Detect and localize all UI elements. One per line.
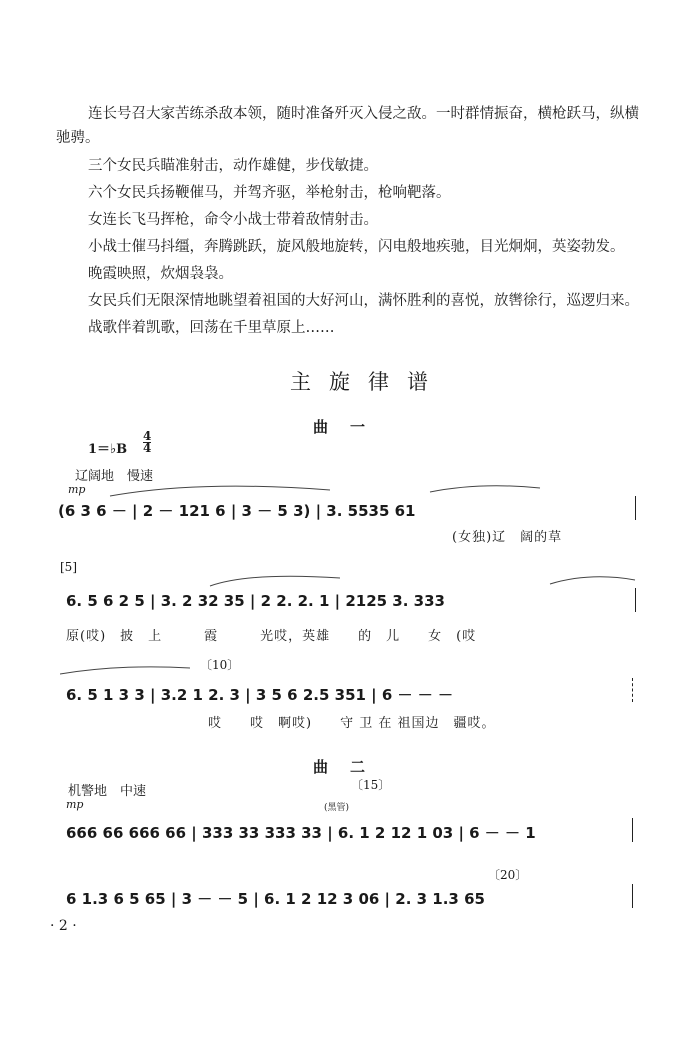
measure-marker: 〔20〕 bbox=[488, 868, 528, 882]
measure-marker: 〔15〕 bbox=[351, 778, 391, 792]
barline bbox=[632, 678, 634, 702]
song1-row2-lyrics: 原(哎) 披 上 霞 光哎，英雄 的 儿 女 (哎 bbox=[66, 629, 477, 644]
song1-row3-notes: 6. 5 1 3 3 | 3.2 1 2. 3 | 3 5 6 2.5 351 | 6 － － － bbox=[66, 686, 453, 704]
song2-tempo: 机警地 中速 bbox=[68, 784, 147, 799]
measure-marker: [5] bbox=[60, 560, 77, 574]
song1-dynamic: mp bbox=[68, 483, 86, 496]
song1-heading: 曲一 bbox=[312, 418, 387, 436]
intro-line: 晚霞映照，炊烟袅袅。 bbox=[88, 266, 233, 282]
song1-row1-lyrics: (女独)辽 阔的草 bbox=[452, 530, 563, 545]
measure-marker: 〔10〕 bbox=[200, 658, 240, 672]
intro-line: 三个女民兵瞄准射击，动作雄健，步伐敏捷。 bbox=[88, 158, 378, 174]
song1-row2-notes: 6. 5 6 2 5 | 3. 2 32 35 | 2 2. 2. 1 | 2125 3. 333 bbox=[66, 592, 445, 610]
song2-row2-notes: 6 1.3 6 5 65 | 3 － － 5 | 6. 1 2 12 3 06 | 2. 3 1.3 65 bbox=[66, 890, 485, 908]
song1-tempo: 辽阔地 慢速 bbox=[75, 469, 154, 484]
intro-line: 驰骋。 bbox=[56, 130, 100, 146]
intro-line: 战歌伴着凯歌，回荡在千里草原上…… bbox=[88, 320, 335, 336]
intro-line: 连长号召大家苦练杀敌本领，随时准备歼灭入侵之敌。一时群情振奋，横枪跃马，纵横 bbox=[88, 106, 639, 122]
intro-line: 六个女民兵扬鞭催马，并驾齐驱，举枪射击，枪响靶落。 bbox=[88, 185, 451, 201]
intro-line: 女连长飞马挥枪，命令小战士带着敌情射击。 bbox=[88, 212, 378, 228]
song1-row3-lyrics: 哎 哎 啊哎) 守 卫 在 祖国边 疆哎。 bbox=[208, 716, 496, 731]
meter: 4 4 bbox=[143, 429, 152, 455]
song2-dynamic: mp bbox=[66, 798, 84, 811]
slur-lines bbox=[150, 568, 640, 594]
intro-line: 女民兵们无限深情地眺望着祖国的大好河山，满怀胜利的喜悦，放辔徐行，巡逻归来。 bbox=[88, 293, 639, 309]
page-title: 主旋律谱 bbox=[290, 370, 446, 394]
page-number: · 2 · bbox=[50, 918, 77, 934]
key-signature: 1＝♭B bbox=[88, 442, 128, 457]
intro-line: 小战士催马抖缰，奔腾跳跃，旋风般地旋转，闪电般地疾驰，目光炯炯，英姿勃发。 bbox=[88, 239, 625, 255]
barline bbox=[635, 588, 636, 612]
barline bbox=[635, 496, 636, 520]
barline bbox=[632, 884, 633, 908]
instrument-label: (黑管) bbox=[324, 803, 350, 813]
barline bbox=[632, 818, 633, 842]
intro-text bbox=[56, 102, 654, 340]
slur-lines bbox=[60, 660, 360, 684]
song2-row1-notes: 666 66 666 66 | 333 33 333 33 | 6. 1 2 12 1 03 | 6 － － 1 bbox=[66, 824, 536, 842]
song2-heading: 曲二 bbox=[312, 758, 387, 776]
song1-row1-notes: (6 3 6 － | 2 － 121 6 | 3 － 5 3) | 3. 5535 61 bbox=[58, 502, 416, 520]
